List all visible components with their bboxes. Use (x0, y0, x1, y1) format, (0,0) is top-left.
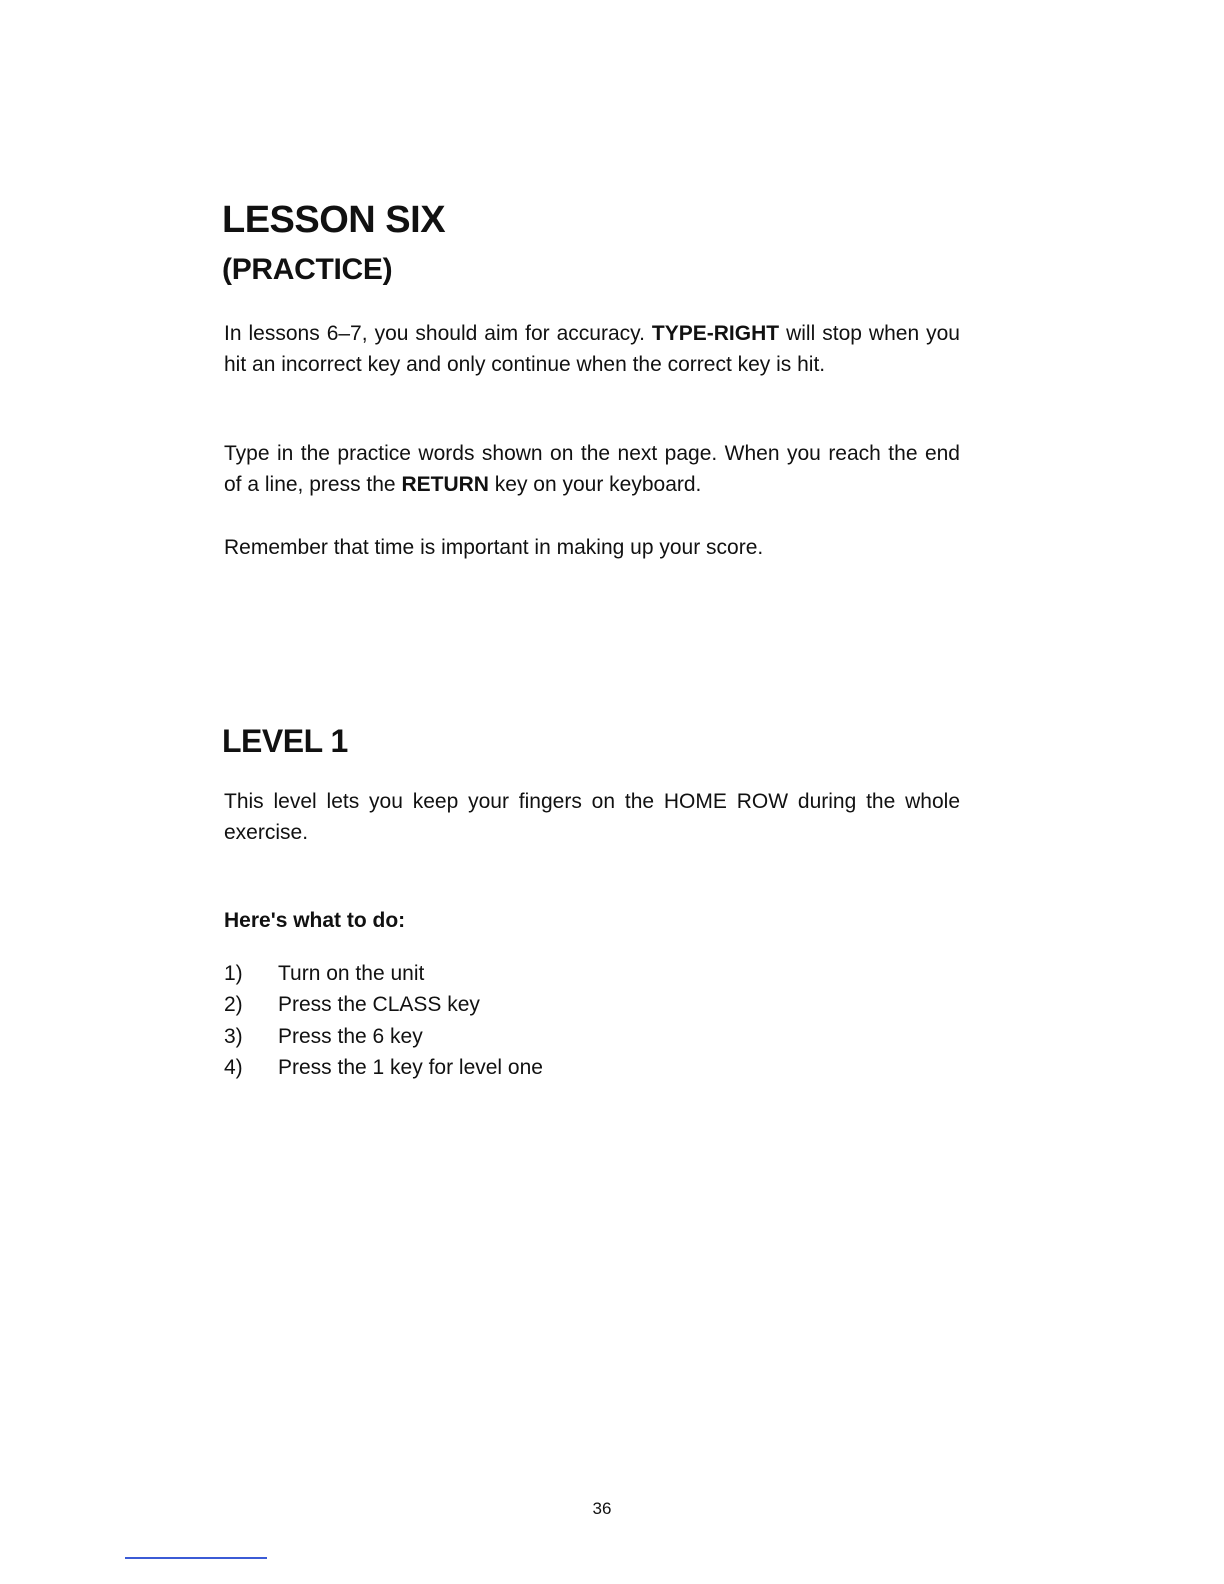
intro-text: key on your keyboard. (488, 473, 702, 496)
step-text: Press the CLASS key (278, 993, 480, 1017)
level-description: This level lets you keep your fingers on the HOME ROW during the whole exercise. (224, 790, 960, 844)
intro-paragraph-time: Remember that time is important in making up your score. (224, 536, 764, 559)
intro-paragraph-instructions (224, 438, 960, 500)
list-item (224, 1021, 543, 1052)
level-title: LEVEL 1 (222, 723, 348, 759)
intro-text: will stop when you hit an incorrect key and only continue when the correct key is hit. (224, 322, 960, 376)
list-item (224, 989, 543, 1020)
step-text: Turn on the unit (278, 962, 425, 985)
intro-text: In lessons 6–7, you should aim for accuracy. (224, 322, 652, 345)
list-item (224, 958, 543, 989)
steps-list (224, 958, 543, 1083)
list-item (224, 1052, 543, 1083)
step-text: Press the 6 key (278, 1024, 423, 1048)
lesson-title: LESSON SIX (222, 199, 446, 241)
lesson-subtitle: (PRACTICE) (222, 253, 393, 286)
page-number: 36 (592, 1499, 612, 1518)
intro-text: Type in the practice words shown on the next page. When you reach the end of a line, press the (224, 442, 960, 496)
step-number: 2) (224, 993, 243, 1017)
scan-artifact-line (125, 1557, 267, 1559)
intro-paragraph-accuracy (224, 318, 960, 380)
steps-heading: Here's what to do: (224, 909, 406, 932)
step-number: 3) (224, 1024, 243, 1048)
step-text: Press the 1 key for level one (278, 1055, 543, 1079)
step-number: 4) (224, 1055, 243, 1079)
step-number: 1) (224, 962, 243, 985)
return-key-label: RETURN (401, 473, 489, 496)
product-name: TYPE-RIGHT (651, 322, 780, 345)
